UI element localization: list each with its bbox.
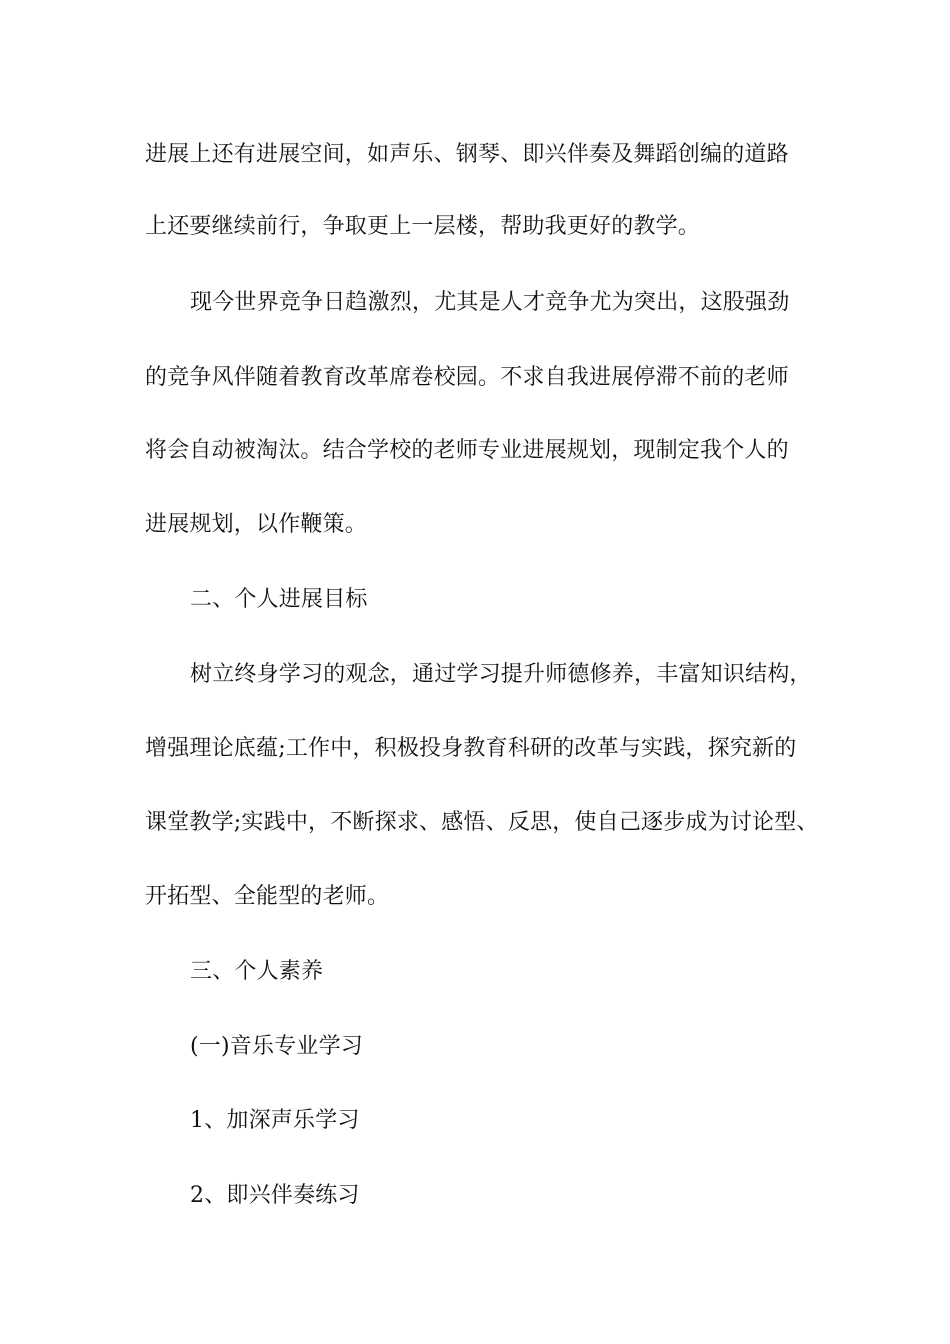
paragraph-line: 进展上还有进展空间，如声乐、钢琴、即兴伴奏及舞蹈创编的道路 (145, 142, 789, 167)
list-item: 1、加深声乐学习 (190, 1108, 360, 1133)
list-item: 2、即兴伴奏练习 (190, 1183, 360, 1208)
paragraph-line: 进展规划，以作鞭策。 (145, 512, 368, 537)
paragraph-line: 上还要继续前行，争取更上一层楼，帮助我更好的教学。 (145, 214, 701, 239)
paragraph-line: 增强理论底蕴;工作中，积极投身教育科研的改革与实践，探究新的 (145, 736, 797, 761)
paragraph-line: 课堂教学;实践中，不断探求、感悟、反思，使自己逐步成为讨论型、 (145, 810, 819, 835)
subsection-heading: (一)音乐专业学习 (190, 1034, 363, 1059)
paragraph-line: 树立终身学习的观念，通过学习提升师德修养，丰富知识结构， (190, 662, 812, 687)
section-heading: 二、个人进展目标 (190, 587, 368, 612)
paragraph-line: 开拓型、全能型的老师。 (145, 884, 390, 909)
section-heading: 三、个人素养 (190, 959, 324, 984)
paragraph-line: 现今世界竞争日趋激烈，尤其是人才竞争尤为突出，这股强劲 (190, 290, 790, 315)
paragraph-line: 将会自动被淘汰。结合学校的老师专业进展规划，现制定我个人的 (145, 438, 789, 463)
paragraph-line: 的竞争风伴随着教育改革席卷校园。不求自我进展停滞不前的老师 (145, 365, 789, 390)
